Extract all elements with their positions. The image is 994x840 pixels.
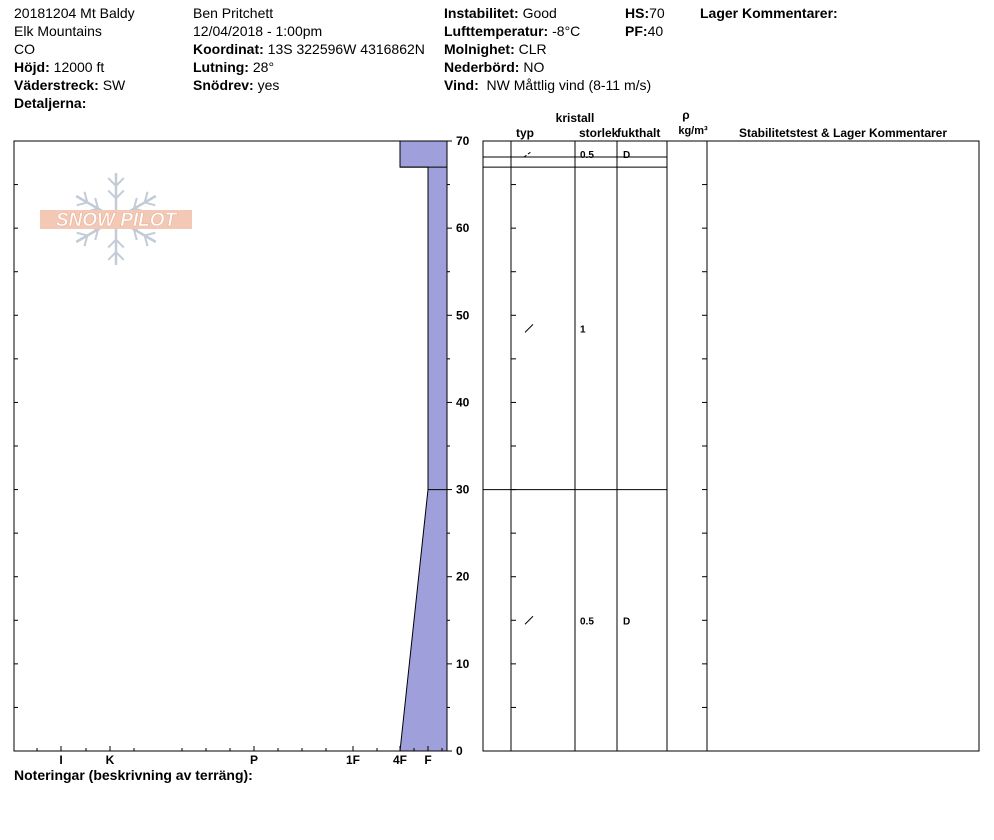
x-tick-label: I	[59, 753, 63, 767]
crystal-type-icon	[525, 324, 533, 332]
hs-label: HS:	[625, 5, 650, 21]
slope-label: Lutning:	[193, 59, 249, 75]
elevation-label: Höjd:	[14, 59, 50, 75]
layer-row	[524, 150, 630, 161]
density-unit-header: kg/m³	[678, 125, 708, 137]
crystal-header: kristall	[555, 111, 595, 125]
hardness-axis	[37, 746, 442, 767]
logo-text: SNOW PILOT	[55, 210, 177, 231]
snowpilot-logo	[40, 173, 192, 265]
instability-label: Instabilitet:	[444, 5, 519, 21]
hardness-profile-polygon	[400, 141, 447, 751]
instability-value: Good	[522, 5, 557, 21]
x-tick-label: K	[105, 753, 115, 767]
slope-value: 28°	[252, 59, 275, 75]
crystal-type-icon	[525, 616, 533, 624]
x-tick-label: 1F	[345, 753, 361, 767]
depth-axis	[447, 134, 470, 758]
sky-label: Molnighet:	[444, 41, 515, 57]
moisture-value: D	[623, 150, 631, 162]
flake-branch	[145, 202, 156, 205]
x-tick-label: F	[424, 753, 432, 767]
flake-branch	[77, 233, 88, 236]
precip-value: NO	[523, 59, 545, 75]
precip-label: Nederbörd:	[444, 59, 520, 75]
coord-label: Koordinat:	[193, 41, 264, 57]
airtemp-value: -8°C	[552, 23, 581, 39]
wind-value: NW Måttlig vind (8-11 m/s)	[486, 77, 652, 93]
rho-header: ρ	[682, 108, 690, 122]
layer-row	[525, 616, 630, 627]
sky-value: CLR	[518, 41, 547, 57]
layer-comments-heading: Lager Kommentarer:	[700, 5, 838, 21]
moisture-header: fukthalt	[617, 126, 661, 140]
type-header: typ	[516, 126, 534, 140]
size-header: storlek	[579, 126, 619, 140]
crystal-size: 0.5	[580, 150, 594, 162]
observer: Ben Pritchett	[193, 5, 274, 21]
x-tick-label: 4F	[392, 753, 408, 767]
mountain-range: Elk Mountains	[14, 23, 102, 39]
hs-value: 70	[649, 5, 665, 21]
crystal-type-icon	[524, 151, 532, 157]
y-tick-label: 10	[456, 656, 470, 671]
drift-value: yes	[257, 77, 280, 93]
x-tick-label: P	[249, 753, 259, 767]
y-tick-label: 30	[456, 482, 470, 497]
wind-label: Vind:	[444, 77, 479, 93]
pf-label: PF:	[625, 23, 648, 39]
y-tick-label: 0	[456, 744, 463, 758]
notes-label: Noteringar (beskrivning av terräng):	[14, 767, 253, 783]
flake-branch	[145, 233, 156, 236]
elevation-value: 12000 ft	[53, 59, 105, 75]
y-tick-label: 40	[456, 395, 470, 410]
y-tick-label: 20	[456, 569, 470, 584]
flake-branch	[77, 202, 88, 205]
pit-title: 20181204 Mt Baldy	[14, 5, 135, 21]
state: CO	[14, 41, 35, 57]
layer-table-rows	[524, 150, 630, 627]
stability-header: Stabilitetstest & Lager Kommentarer	[738, 126, 948, 140]
y-tick-label: 50	[456, 308, 470, 323]
aspect-label: Väderstreck:	[14, 77, 99, 93]
crystal-size: 0.5	[580, 616, 594, 628]
crystal-size: 1	[580, 324, 586, 336]
details-label: Detaljerna:	[14, 95, 87, 111]
layer-table-grid	[483, 141, 979, 751]
airtemp-label: Lufttemperatur:	[444, 23, 549, 39]
y-tick-label: 70	[456, 134, 470, 148]
table-border	[483, 141, 979, 751]
coord-value: 13S 322596W 4316862N	[267, 41, 425, 57]
moisture-value: D	[623, 616, 631, 628]
aspect-value: SW	[102, 77, 126, 93]
hardness-profile-area	[400, 141, 447, 751]
y-tick-label: 60	[456, 221, 470, 236]
pf-value: 40	[647, 23, 664, 39]
datetime: 12/04/2018 - 1:00pm	[193, 23, 323, 39]
drift-label: Snödrev:	[193, 77, 254, 93]
layer-row	[525, 324, 586, 335]
